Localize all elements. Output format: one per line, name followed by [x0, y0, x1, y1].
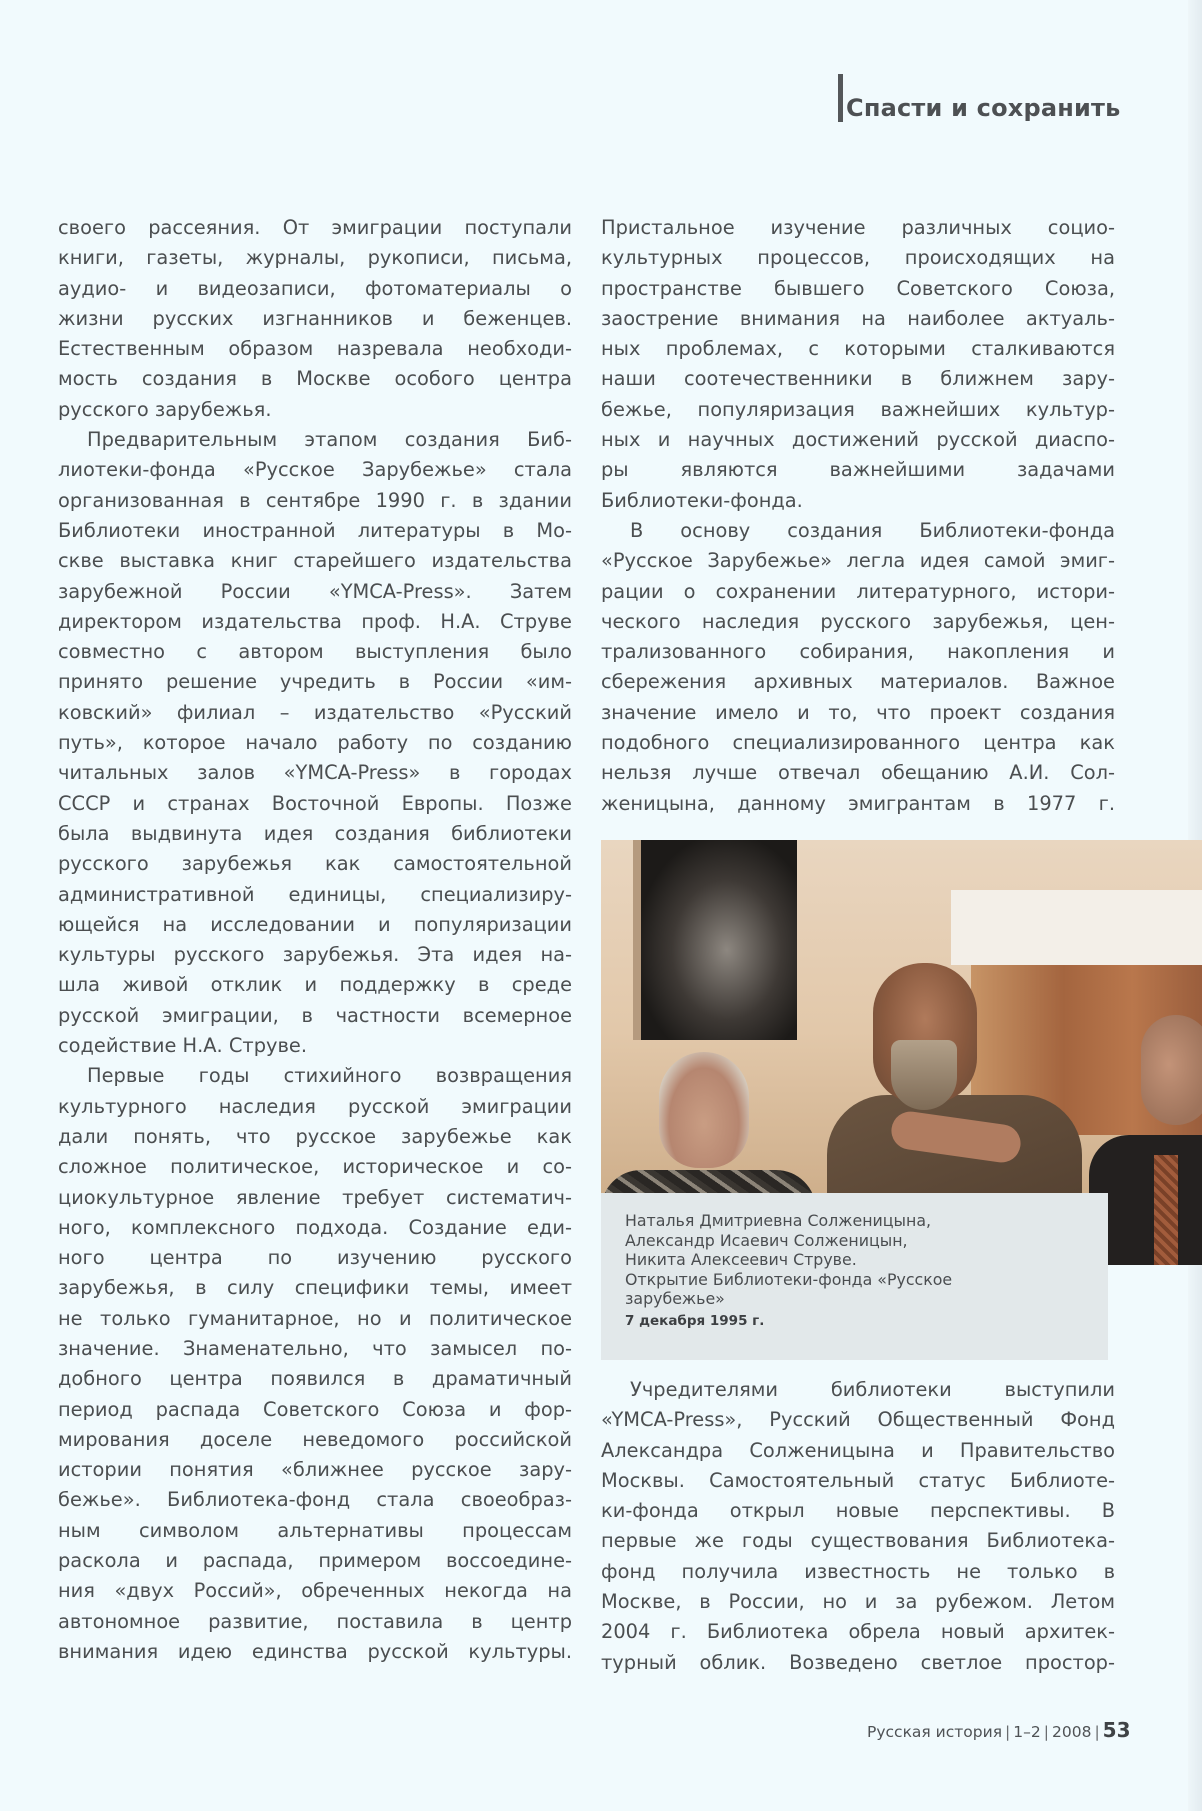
text-line: Пристальное изучение различных социо-	[601, 216, 1115, 239]
text-line: мость создания в Москве особого центра	[58, 367, 572, 391]
separator: |	[1005, 1723, 1011, 1741]
text-line: ным символом альтернативы процессам	[58, 1518, 572, 1542]
text-line: первые же годы существования Библиотека-	[601, 1529, 1115, 1553]
text-line: сложное политическое, историческое и со-	[58, 1155, 572, 1179]
text-line: содействие Н.А. Струве.	[58, 1034, 308, 1058]
text-line: принято решение учредить в России «им-	[58, 670, 572, 694]
text-line: циокультурное явление требует систематич-	[58, 1185, 572, 1209]
text-line: своего рассеяния. От эмиграции поступали	[58, 216, 572, 239]
running-head	[838, 66, 1121, 122]
page-footer	[867, 1718, 1131, 1742]
text-line: лиотеки-фонда «Русское Зарубежье» стала	[58, 458, 572, 482]
text-line: культуры русского зарубежья. Эта идея на-	[58, 943, 572, 967]
paragraph-start-line: Предварительным этапом создания Биб-	[87, 428, 572, 452]
text-line: аудио- и видеозаписи, фотоматериалы о	[58, 276, 572, 300]
paragraph-start-line: В основу создания Библиотеки-фонда	[630, 518, 1115, 542]
caption-line: зарубежье»	[625, 1289, 725, 1308]
paragraph-start-line: Учредителями библиотеки выступили	[630, 1378, 1115, 1401]
text-line: Москвы. Самостоятельный статус Библиоте-	[601, 1468, 1115, 1492]
text-line: ния «двух Россий», обреченных некогда на	[58, 1579, 572, 1603]
text-line: ного центра по изучению русского	[58, 1246, 572, 1270]
text-line: организованная в сентябре 1990 г. в здании	[58, 488, 572, 512]
text-line: рации о сохранении литературного, истори-	[601, 579, 1115, 603]
issue-year: 2008	[1051, 1723, 1092, 1741]
wall-portrait	[633, 840, 797, 1040]
text-line: фонд получила известность не только в	[601, 1559, 1115, 1583]
text-line: наши соотечественники в ближнем зару-	[601, 367, 1115, 391]
text-line: трализованного собирания, накопления и	[601, 640, 1115, 664]
issue-number: 1–2	[1013, 1723, 1041, 1741]
text-line: ного, комплексного подхода. Создание еди-	[58, 1215, 572, 1239]
text-line: СССР и странах Восточной Европы. Позже	[58, 791, 572, 815]
text-line: ки-фонда открыл новые перспективы. В	[601, 1499, 1115, 1523]
text-line: добного центра появился в драматичный	[58, 1367, 572, 1391]
caption-line: Открытие Библиотеки-фонда «Русское	[625, 1269, 953, 1289]
text-line: «YMCA-Press», Русский Общественный Фонд	[601, 1408, 1115, 1432]
caption-line: Александр Исаевич Солженицын,	[625, 1230, 908, 1250]
text-line: русского зарубежья как самостоятельной	[58, 852, 572, 876]
text-line: 2004 г. Библиотека обрела новый архитек-	[601, 1620, 1115, 1644]
paragraph-start-line: Первые годы стихийного возвращения	[87, 1064, 572, 1088]
person-man-right	[1141, 1015, 1202, 1125]
text-line: директором издательства проф. Н.А. Струве	[58, 609, 572, 633]
person-man-center-beard	[891, 1040, 957, 1110]
text-line: путь», которое начало работу по созданию	[58, 731, 572, 755]
right-column-top	[601, 213, 1115, 819]
text-line: ющейся на исследовании и популяризации	[58, 912, 572, 936]
text-line: жизни русских изгнанников и беженцев.	[58, 306, 572, 330]
text-line: значение имело и то, что проект создания	[601, 700, 1115, 724]
text-line: сбережения архивных материалов. Важное	[601, 670, 1115, 694]
separator: |	[1043, 1723, 1049, 1741]
text-line: Москве, в России, но и за рубежом. Летом	[601, 1590, 1115, 1614]
text-line: мирования доселе неведомого российской	[58, 1427, 572, 1451]
text-line: ры являются важнейшими задачами	[601, 458, 1115, 482]
text-line: совместно с автором выступления было	[58, 640, 572, 664]
text-line: нельзя лучше отвечал обещанию А.И. Сол-	[601, 761, 1115, 785]
text-line: дали понять, что русское зарубежье как	[58, 1124, 572, 1148]
photo-caption	[601, 1193, 1108, 1360]
running-head-bar	[838, 74, 843, 122]
text-line: ческого наследия русского зарубежья, цен-	[601, 609, 1115, 633]
text-line: «Русское Зарубежье» легла идея самой эмиг-	[601, 549, 1115, 573]
text-line: Естественным образом назревала необходи-	[58, 337, 572, 361]
text-line: была выдвинута идея создания библиотеки	[58, 821, 572, 845]
text-line: русского зарубежья.	[58, 397, 272, 421]
text-line: период распада Советского Союза и фор-	[58, 1397, 572, 1421]
text-line: русской эмиграции, в частности всемерное	[58, 1003, 572, 1027]
text-line: бежье, популяризация важнейших культур-	[601, 397, 1115, 421]
running-title: Спасти и сохранить	[846, 94, 1121, 122]
text-line: ных проблемах, с которыми сталкиваются	[601, 337, 1115, 361]
right-column-bottom	[601, 1375, 1115, 1678]
caption-date: 7 декабря 1995 г.	[625, 1312, 765, 1329]
necktie	[1154, 1155, 1178, 1265]
text-line: женицына, данному эмигрантам в 1977 г.	[601, 791, 1115, 815]
text-line: зарубежья, в силу специфики темы, имеет	[58, 1276, 572, 1300]
text-line: шла живой отклик и поддержку в среде	[58, 973, 572, 997]
text-line: зарубежной России «YMCA-Press». Затем	[58, 579, 572, 603]
text-line: культурного наследия русской эмиграции	[58, 1094, 572, 1118]
text-line: значение. Знаменательно, что замысел по-	[58, 1336, 572, 1360]
left-column	[58, 213, 572, 1667]
text-line: читальных залов «YMCA-Press» в городах	[58, 761, 572, 785]
text-line: бежье». Библиотека-фонд стала своеобраз-	[58, 1488, 572, 1512]
text-line: административной единицы, специализиру-	[58, 882, 572, 906]
text-line: скве выставка книг старейшего издательства	[58, 549, 572, 573]
text-line: раскола и распада, примером воссоедине-	[58, 1549, 572, 1573]
text-line: автономное развитие, поставила в центр	[58, 1609, 572, 1633]
text-line: истории понятия «ближнее русское зару-	[58, 1458, 572, 1482]
caption-line: Наталья Дмитриевна Солженицына,	[625, 1211, 932, 1230]
text-line: подобного специализированного центра как	[601, 731, 1115, 755]
person-woman	[659, 1052, 749, 1168]
text-line: заострение внимания на наиболее актуаль-	[601, 306, 1115, 330]
text-line: ных и научных достижений русской диаспо-	[601, 428, 1115, 452]
text-line: ковский» филиал – издательство «Русский	[58, 700, 572, 724]
text-line: турный облик. Возведено светлое простор-	[601, 1650, 1115, 1674]
text-line: внимания идею единства русской культуры.	[58, 1639, 572, 1663]
text-line: книги, газеты, журналы, рукописи, письма,	[58, 246, 572, 270]
text-line: не только гуманитарное, но и политическое	[58, 1306, 572, 1330]
page-number: 53	[1102, 1718, 1131, 1742]
display-case	[951, 890, 1202, 965]
text-line: Библиотеки иностранной литературы в Мо-	[58, 518, 572, 542]
separator: |	[1094, 1723, 1100, 1741]
journal-name: Русская история	[867, 1723, 1003, 1741]
text-line: культурных процессов, происходящих на	[601, 246, 1115, 270]
text-line: пространстве бывшего Советского Союза,	[601, 276, 1115, 300]
text-line: Александра Солженицына и Правительство	[601, 1438, 1115, 1462]
text-line: Библиотеки-фонда.	[601, 488, 803, 512]
caption-line: Никита Алексеевич Струве.	[625, 1250, 857, 1269]
